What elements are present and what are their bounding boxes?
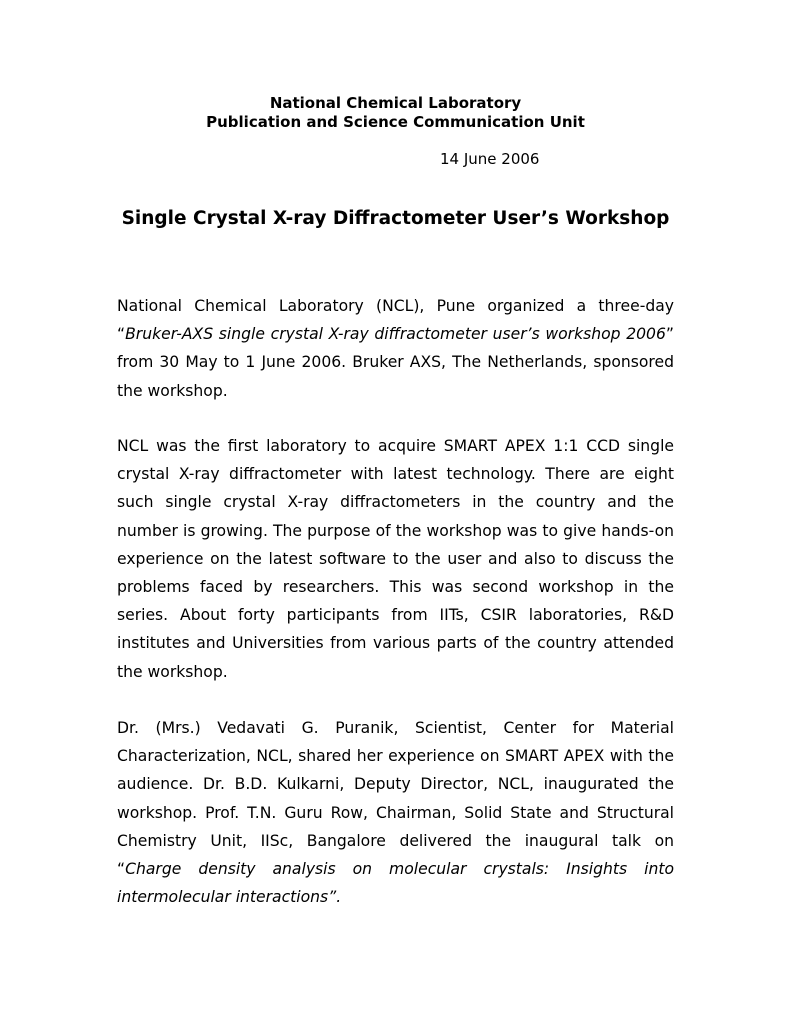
paragraph-text: NCL was the first laboratory to acquire SMART APEX 1:1 CCD single crystal X-ray diffractometer with latest technology. There are eight such single crystal X-ray diffractometers in the country and the number is growing. The purpose of the workshop was to give hands-on experience on the latest software to the user and also to discuss the problems faced by researchers. This was second workshop in the series. About forty participants from IITs, CSIR laboratories, R&D institutes and Universities from various parts of the country attended the workshop. [117, 437, 674, 681]
paragraph-text-part: National Chemical Laboratory (NCL), Pune organized a three-day “ [117, 297, 674, 344]
talk-title-italic: Charge density analysis on molecular crystals: Insights into intermolecular interactions”. [117, 860, 674, 907]
paragraph-speakers [117, 714, 674, 911]
paragraph-text-part: ” from 30 May to 1 June 2006. Bruker AXS, The Netherlands, sponsored the workshop. [117, 325, 674, 400]
document-title: Single Crystal X-ray Diffractometer User’s Workshop [121, 208, 670, 229]
workshop-name-italic: Bruker-AXS single crystal X-ray diffractometer user’s workshop 2006 [125, 325, 666, 344]
unit-name: Publication and Science Communication Unit [206, 113, 585, 131]
paragraph-background [117, 432, 674, 686]
paragraph-text [117, 714, 674, 911]
paragraph-intro [117, 292, 674, 405]
organization-name: National Chemical Laboratory [269, 94, 522, 112]
paragraph-text-part: Dr. (Mrs.) Vedavati G. Puranik, Scientist, Center for Material Characterization, NCL, shared her experience on SMART APEX with the audience. Dr. B.D. Kulkarni, Deputy Director, NCL, inaugurated the workshop. Prof. T.N. Guru Row, Chairman, Solid State and Structural Chemistry Unit, IISc, Bangalore delivered the inaugural talk on “ [117, 719, 674, 879]
paragraph-text [117, 292, 674, 405]
publication-date: 14 June 2006 [440, 150, 540, 168]
